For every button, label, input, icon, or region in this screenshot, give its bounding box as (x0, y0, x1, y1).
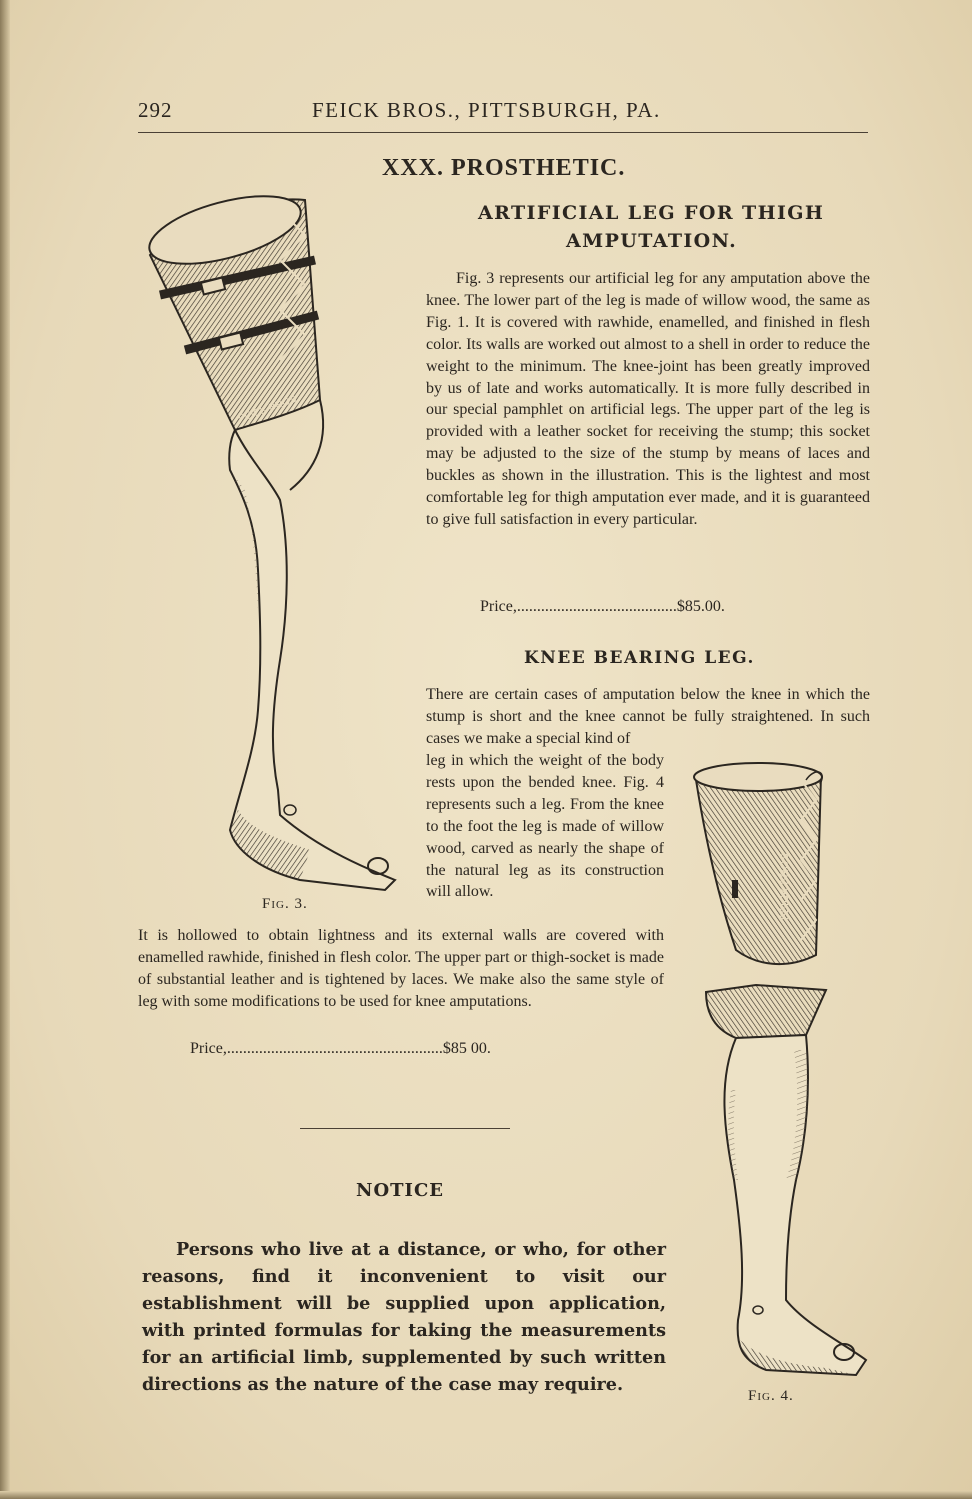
page-number: 292 (138, 98, 173, 122)
article2-heading: KNEE BEARING LEG. (524, 648, 755, 668)
article1-heading-line2: AMPUTATION. (566, 230, 738, 252)
article2-body-full: It is hollowed to obtain lightness and its external walls are covered with enamelled rawhide, finished in flesh color. The upper part or thigh-socket is made of substantial leather and is tightened by laces. We make also the same style of leg with some modifications to be used for knee amputations. (138, 927, 664, 1010)
article2-price: Price,......................................................$85 00. (190, 1040, 491, 1057)
fig3-caption: Fig. 3. (262, 896, 308, 912)
fig4-brand-label: FEICK BROS. (779, 850, 791, 920)
notice-body: Persons who live at a distance, or who, for other reasons, find it inconvenient to visit our establishment will be supplied upon application, with printed formulas for taking the measurements for an artificial limb, supplemented by such written directions as the nature of the case may require. (142, 1239, 666, 1395)
fig3-brand-label: FEICK BROS. (237, 392, 301, 425)
page-left-edge (0, 0, 10, 1499)
page-bottom-edge (0, 1491, 972, 1499)
fig3-thigh-leg-illustration (140, 190, 410, 900)
section-divider (300, 1128, 510, 1129)
article2-body-wide: There are certain cases of amputation below the knee in which the stump is short and the knee cannot be fully straightened. In such cases we make a special kind of (426, 686, 870, 747)
article1-heading-line1: ARTIFICIAL LEG FOR THIGH (478, 202, 825, 224)
fig4-knee-bearing-leg-illustration (676, 760, 876, 1390)
article1-price: Price,........................................$85.00. (480, 598, 725, 615)
header-rule (138, 132, 868, 133)
notice-heading: NOTICE (356, 1180, 444, 1201)
fig4-caption: Fig. 4. (748, 1388, 794, 1404)
article2-body-narrow: leg in which the weight of the body rests upon the bended knee. Fig. 4 represents such a leg. From the knee to the foot the leg is made of willow wood, carved as nearly the shape of the natural leg as its construction will allow. (426, 752, 664, 901)
section-title: XXX. PROSTHETIC. (382, 155, 626, 181)
article1-body: Fig. 3 represents our artificial leg for any amputation above the knee. The lower part of the leg is made of willow wood, the same as Fig. 1. It is covered with rawhide, enamelled, and finished in flesh color. Its walls are worked out almost to a shell in order to reduce the weight to the minimum. The knee-joint has been greatly improved by us of late and works automatically. It is more fully described in our special pamphlet on artificial legs. The upper part of the leg is provided with a leather socket for receiving the stump; this socket may be adjusted to the size of the stump by means of laces and buckles as shown in the illustration. This is the lightest and most comfortable leg for thigh amputation ever made, and it is guaranteed to give full satisfaction in every particular. (426, 270, 870, 528)
running-title: FEICK BROS., PITTSBURGH, PA. (312, 98, 661, 122)
